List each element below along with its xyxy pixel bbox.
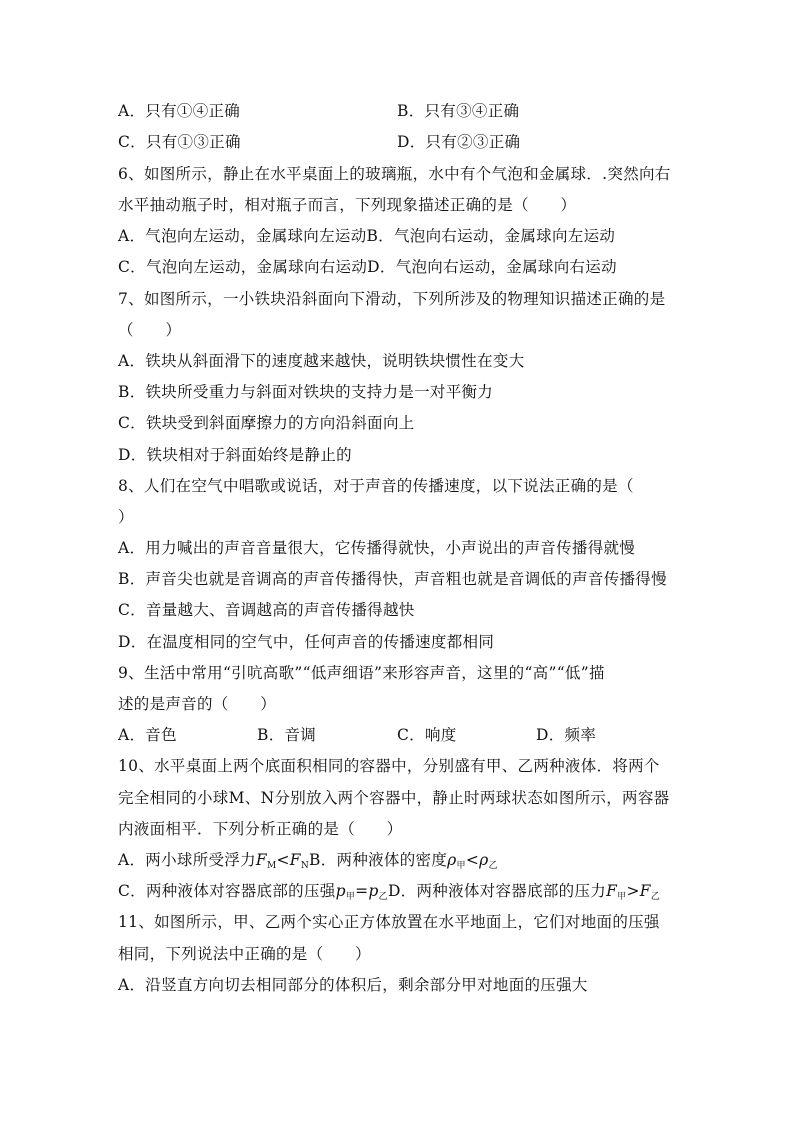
q10-option-b-rho2: ρ: [479, 851, 489, 869]
q10-option-d-sub-1: 甲: [617, 892, 627, 902]
q10-options-line-2: [118, 881, 660, 907]
q10-option-c-text: C．两种液体对容器底部的压强: [118, 882, 336, 900]
q10-option-d-gt: >: [626, 882, 640, 900]
q10-option-b-sub-1: 甲: [456, 861, 466, 871]
q10-option-a-lt: <: [276, 851, 290, 869]
q7-option-a: A．铁块从斜面滑下的速度越来越快，说明铁块惯性在变大: [118, 352, 525, 370]
q8-stem-line-2: ）: [118, 508, 134, 526]
q10-option-d-f2: F: [639, 882, 651, 900]
q5-option-d: D．只有②③正确: [397, 133, 521, 151]
q10-option-c-p2: p: [368, 882, 379, 900]
q10-option-a-sub-m: M: [266, 861, 277, 871]
q10-options-line-1: [118, 850, 498, 876]
q11-option-a: A．沿竖直方向切去相同部分的体积后，剩余部分甲对地面的压强大: [118, 976, 588, 994]
q10-option-a-text: A．两小球所受浮力: [118, 851, 256, 869]
q9-stem-line-1: 9、生活中常用“引吭高歌”“低声细语”来形容声音，这里的“高”“低”描: [118, 664, 605, 682]
q6-stem-line-1: 6、如图所示，静止在水平桌面上的玻璃瓶，水中有个气泡和金属球．.突然向右: [118, 165, 671, 183]
q9-option-c: C．响度: [397, 726, 457, 744]
q8-option-c: C．音量越大、音调越高的声音传播得越快: [118, 601, 415, 619]
q9-option-b: B．音调: [257, 726, 317, 744]
q10-stem-line-2: 完全相同的小球M、N分别放入两个容器中，静止时两球状态如图所示，两容器: [118, 789, 670, 807]
q8-stem-line-1: 8、人们在空气中唱歌或说话，对于声音的传播速度，以下说法正确的是（: [118, 477, 634, 495]
q6-stem-line-2: 水平抽动瓶子时，相对瓶子而言，下列现象描述正确的是（ ）: [118, 196, 577, 214]
q8-option-d: D．在温度相同的空气中，任何声音的传播速度都相同: [118, 633, 495, 651]
q7-option-d: D．铁块相对于斜面始终是静止的: [118, 446, 352, 464]
q7-option-c: C．铁块受到斜面摩擦力的方向沿斜面向上: [118, 414, 415, 432]
q10-option-b-sub-2: 乙: [488, 861, 498, 871]
q10-option-a-f1: F: [255, 851, 267, 869]
q10-option-c-eq: =: [355, 882, 369, 900]
q9-option-d: D．频率: [536, 726, 597, 744]
q10-option-c-sub-2: 乙: [378, 892, 388, 902]
q8-option-b: B．声音尖也就是音调高的声音传播得快，声音粗也就是音调低的声音传播得慢: [118, 570, 667, 588]
q9-stem-line-2: 述的是声音的（ ）: [118, 695, 277, 713]
q8-option-a: A．用力喊出的声音音量很大，它传播得就快，小声说出的声音传播得就慢: [118, 539, 636, 557]
q9-option-a: A．音色: [118, 726, 177, 744]
q11-stem-line-1: 11、如图所示，甲、乙两个实心正方体放置在水平地面上，它们对地面的压强: [118, 913, 660, 931]
q10-stem-line-3: 内液面相平．下列分析正确的是（ ）: [118, 820, 403, 838]
q7-stem-line-1: 7、如图所示，一小铁块沿斜面向下滑动，下列所涉及的物理知识描述正确的是: [118, 290, 666, 308]
q5-option-c: C．只有①③正确: [118, 133, 241, 151]
q10-option-c-p1: p: [335, 882, 346, 900]
q10-option-d-f1: F: [606, 882, 618, 900]
q5-option-b: B．只有③④正确: [397, 102, 520, 120]
q10-option-d-text: D．两种液体对容器底部的压力: [387, 882, 607, 900]
q7-option-b: B．铁块所受重力与斜面对铁块的支持力是一对平衡力: [118, 383, 494, 401]
q5-option-a: A．只有①④正确: [118, 102, 241, 120]
q7-stem-line-2: （ ）: [118, 321, 182, 339]
q10-stem-line-1: 10、水平桌面上两个底面积相同的容器中，分别盛有甲、乙两种液体．将两个: [118, 757, 660, 775]
q11-stem-line-2: 相同，下列说法中正确的是（ ）: [118, 945, 371, 963]
q10-option-c-sub-1: 甲: [345, 892, 356, 902]
q10-option-b-lt: <: [465, 851, 480, 869]
q10-option-b-text: B．两种液体的密度: [309, 851, 448, 869]
q6-options-line-2: C．气泡向左运动，金属球向右运动D．气泡向右运动，金属球向右运动: [118, 258, 617, 276]
q10-option-b-rho1: ρ: [447, 851, 457, 869]
q6-options-line-1: A．气泡向左运动，金属球向左运动B．气泡向右运动，金属球向左运动: [118, 227, 616, 245]
q10-option-a-f2: F: [289, 851, 301, 869]
q10-option-d-sub-2: 乙: [650, 892, 661, 902]
q10-option-a-sub-n: N: [300, 861, 310, 871]
